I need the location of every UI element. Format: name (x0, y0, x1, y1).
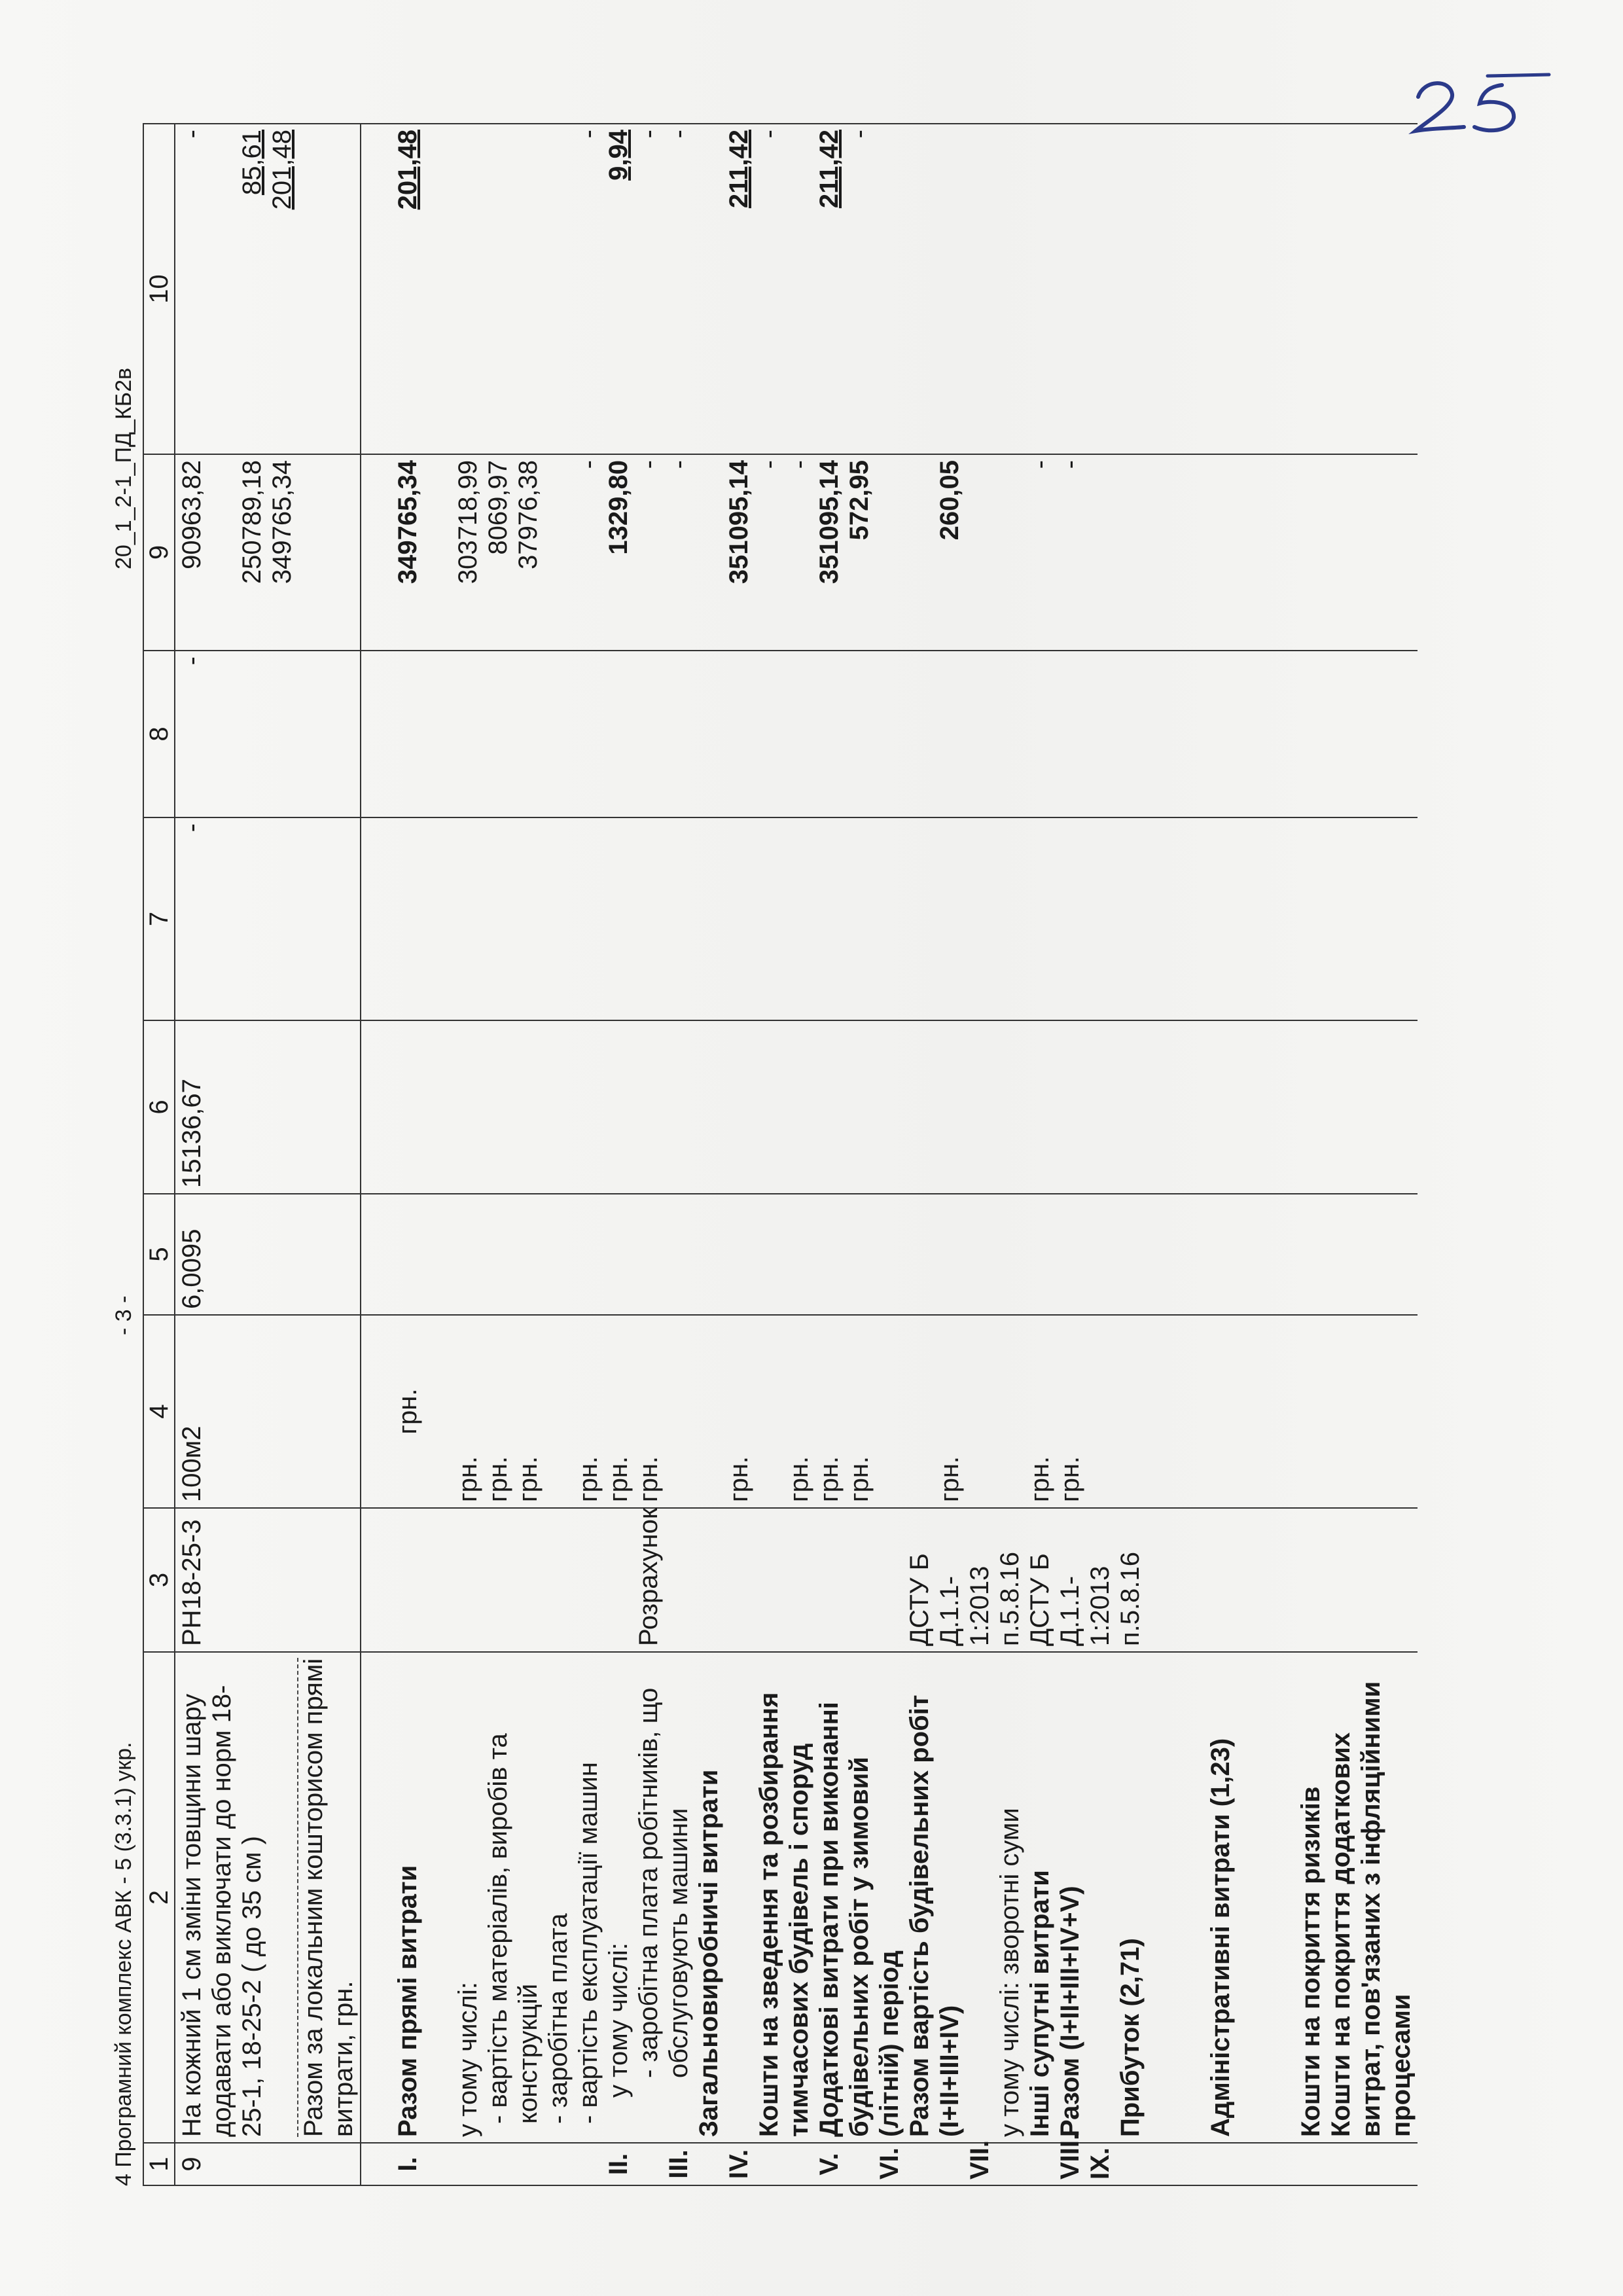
col-header: 2 (143, 1652, 175, 2143)
col-header: 5 (143, 1194, 175, 1315)
local-total-c10a: 85,61 (238, 130, 266, 196)
col-header: 8 (143, 651, 175, 817)
local-total-c9a: 250789,18 (238, 460, 266, 584)
col8-empty (361, 651, 1418, 817)
roman-numerals: I. II. III. IV. V. VI. VII. VIII. IX. (361, 2143, 1418, 2185)
table-row-summary (361, 124, 1418, 2185)
summary-units: грн. грн. грн. грн. грн. грн. грн. грн. грн. грн. грн. грн. грн. грн. (361, 1315, 1418, 1508)
summary-descriptions: Разом прямі витрати у тому числі: - вартість матеріалів, виробів та конструкцій - заробітна плата - вартість експлуатації машин у тому числі: - заробітна плата робітників, що обслуговують машини Загальновиробничі витрати Кошти на зведення та розбирання тимчасових будівель і споруд Додаткові витрати при виконанні будівельних робіт у зимовий (літній) період Разом вартість будівельних робіт (I+II+III+IV) у тому числі: зворотні суми Інші супутні витрати Разом (I+II+III+IV+V) Прибуток (2,71) Адміністративні витрати (1,23) Кошти на покриття ризиків Кошти на покриття додаткових витрат, пов'язаних з інфляційними процесами (361, 1652, 1418, 2143)
summary-col9: 349765,34 303718,99 8069,97 37976,38 - 1329,80 - - 351095,14 - - 351095,14 572,95 260,05 - - (361, 454, 1418, 651)
local-total-c10b: 201,48 (268, 130, 296, 210)
local-total-label: Разом за локальним кошторисом прямі витрати, грн. (299, 1658, 358, 2137)
col7-empty (361, 817, 1418, 1020)
item-number: 9 (175, 2143, 361, 2185)
col8: - (175, 651, 361, 817)
norm-code: РН18-25-3 (175, 1508, 361, 1652)
col6-empty (361, 1020, 1418, 1194)
col10: - 85,61 201,48 (175, 124, 361, 454)
col-header: 1 (143, 2143, 175, 2185)
item-description: На кожний 1 см зміни товщини шару додавати або виключати до норм 18-25-1, 18-25-2 ( до 35 см ) Разом за локальним кошторисом прямі витрати, грн. (175, 1652, 361, 2143)
unit: 100м2 (175, 1315, 361, 1508)
col-header: 3 (143, 1508, 175, 1652)
software-header: 4 Програмний комплекс АВК - 5 (3.3.1) укр. (111, 1742, 136, 2186)
page-number: - 3 - (111, 1295, 136, 1335)
rotated-page-content (111, 124, 1472, 2186)
summary-codes: Розрахунок ДСТУ Б Д.1.1-1:2013 п.5.8.16 ДСТУ Б Д.1.1-1:2013 п.5.8.16 (361, 1508, 1418, 1652)
col-header: 10 (143, 124, 175, 454)
document-code: 20_1_2-1_ПД_КБ2в (111, 367, 136, 569)
summary-col10: 201,48 - 9,94 - - 211,42 - 211,42 - (361, 124, 1418, 454)
col-header: 6 (143, 1020, 175, 1194)
quantity: 6,0095 (175, 1194, 361, 1315)
col-header: 7 (143, 817, 175, 1020)
col5-empty (361, 1194, 1418, 1315)
total-direct-costs-label: Разом прямі витрати (393, 1865, 422, 2137)
col-header: 4 (143, 1315, 175, 1508)
table-row-item-9 (175, 124, 361, 2185)
column-number-row (143, 124, 175, 2185)
col9: 90963,82 250789,18 349765,34 (175, 454, 361, 651)
local-total-c9b: 349765,34 (268, 460, 296, 584)
col-header: 9 (143, 454, 175, 651)
col7: - (175, 817, 361, 1020)
estimate-table (143, 123, 1418, 2186)
unit-price: 15136,67 (175, 1020, 361, 1194)
